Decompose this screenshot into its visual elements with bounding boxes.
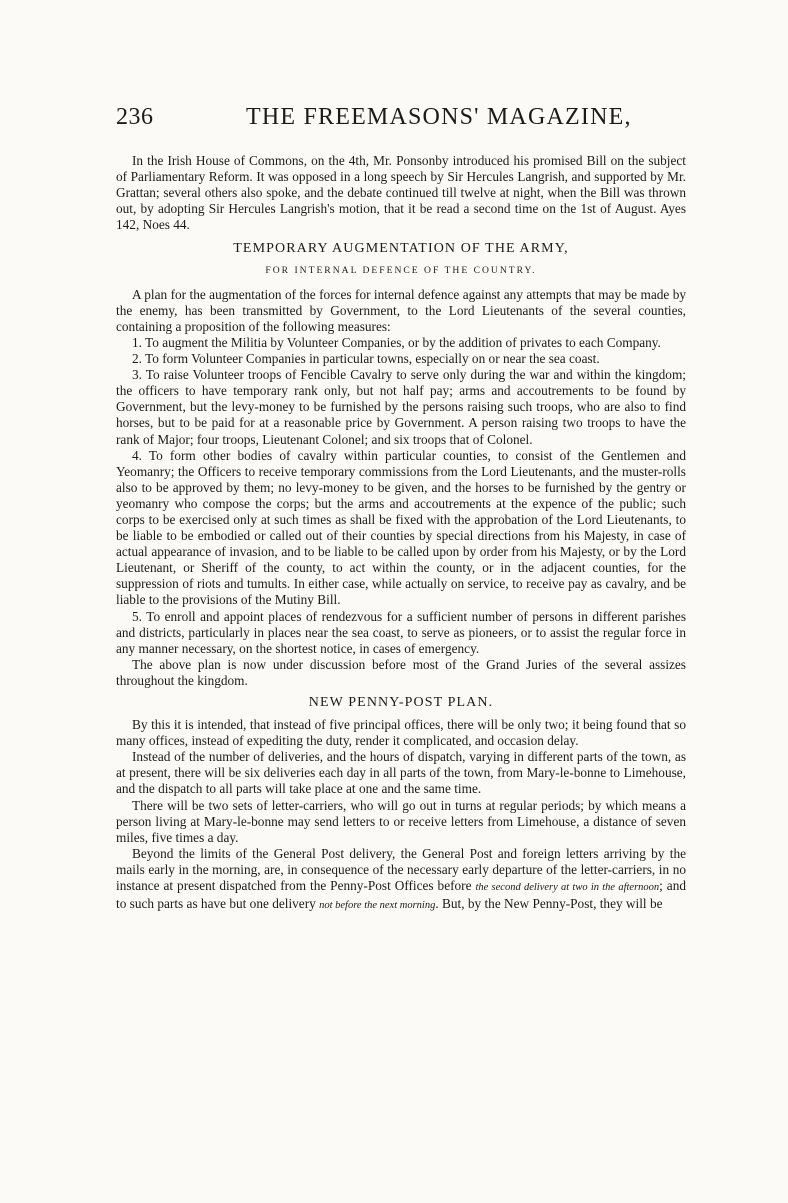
penny-post-paragraph: There will be two sets of letter-carriers, who will go out in turns at regular periods; by which means a person living at Mary-le-bonne may send letters to or receive letters from Limehouse, a distance of seven miles, five times a day. xyxy=(116,797,686,845)
page-header xyxy=(116,104,686,131)
army-paragraph: 2. To form Volunteer Companies in particular towns, especially on or near the sea coast. xyxy=(132,351,600,367)
section-title-army: TEMPORARY AUGMENTATION OF THE ARMY, xyxy=(233,241,569,257)
penny-post-paragraph: By this it is intended, that instead of five principal offices, there will be only two; it being found that so many offices, instead of expediting the duty, render it complicated, and occasion delay. xyxy=(116,717,686,749)
italic-run: not before the next morning xyxy=(319,900,436,912)
army-paragraph: 1. To augment the Militia by Volunteer Companies, or by the addition of privates to each Company. xyxy=(132,334,661,350)
running-head: THE FREEMASONS' MAGAZINE, xyxy=(246,104,632,130)
army-paragraph: 4. To form other bodies of cavalry within particular counties, to consist of the Gentlemen and Yeomanry; the Officers to receive temporary commissions from the Lord Lieutenants, and the muster-rolls also to be approved by them; no levy-money to be given, and the horses to be furnished by the gentry or yeomanry who compose the corps; but the arms and accoutrements at the expence of the public; such corps to be exercised only at such times as shall be fixed with the approbation of the Lord Lieutenants, to be liable to be embodied or called out of their counties by special directions from his Majesty, in case of actual appearance of invasion, and to be liable to be called upon by order from his Majesty, or by the Lord Lieutenant, or Sheriff of the county, to act within the county, or in the adjacent counties, for the suppression of riots and tumults. In either case, while actually on service, to receive pay as cavalry, and be liable to the provisions of the Mutiny Bill. xyxy=(116,447,686,608)
army-paragraph: The above plan is now under discussion before most of the Grand Juries of the several assizes throughout the kingdom. xyxy=(116,656,686,688)
italic-run: the second delivery at two in the afternoon xyxy=(475,882,660,894)
penny-post-paragraph: Instead of the number of deliveries, and the hours of dispatch, varying in different parts of the town, as at present, there will be six deliveries each day in all parts of the town, from Mary-le-bonne to Limehouse, and the dispatch to all parts will take place at one and the same time. xyxy=(116,749,686,797)
text-run: . But, by the New Penny-Post, they will be xyxy=(435,896,663,912)
intro-paragraph: In the Irish House of Commons, on the 4th, Mr. Ponsonby introduced his promised Bill on the subject of Parliamentary Reform. It was opposed in a long speech by Sir Hercules Langrish, and supported by Mr. Grattan; several others also spoke, and the debate continued till twelve at night, when the Bill was thrown out, by adopting Sir Hercules Langrish's motion, that it be read a second time on the 1st of August. Ayes 142, Noes 44. xyxy=(116,153,686,233)
penny-post-last-paragraph xyxy=(116,846,686,914)
army-paragraph: 5. To enroll and appoint places of rendezvous for a sufficient number of persons in different parishes and districts, particularly in places near the sea coast, to serve as pioneers, or to assist the regular force in any manner necessary, on the shortest notice, in cases of emergency. xyxy=(116,608,686,656)
text-run: Beyond the limits of the General Post delivery, the General Post and foreign letters arriving by the mails early in the morning, are, in consequence of the necessary early departure of the letter-carriers, in no instance at present dispatched from the Penny-Post Offices before xyxy=(116,845,686,894)
text-run: ; and to such parts as have but one delivery xyxy=(116,878,686,912)
section-title-penny-post: NEW PENNY-POST PLAN. xyxy=(308,695,494,710)
army-paragraph: A plan for the augmentation of the forces for internal defence against any attempts that may be made by the enemy, has been transmitted by Government, to the Lord Lieutenants of the several counties, containing a proposition of the following measures: xyxy=(116,286,686,334)
army-paragraph: 3. To raise Volunteer troops of Fencible Cavalry to serve only during the war and within the kingdom; the officers to have temporary rank only, but not half pay; arms and accoutrements to be found by Government, but the levy-money to be furnished by the persons raising such troops, who are also to find horses, but to be paid for at a reasonable price by Government. A person raising two troops to have the rank of Major; four troops, Lieutenant Colonel; and six troops that of Colonel. xyxy=(116,367,686,447)
page-number: 236 xyxy=(116,104,154,130)
article-body xyxy=(116,153,686,914)
section-subtitle-army: FOR INTERNAL DEFENCE OF THE COUNTRY. xyxy=(265,264,537,276)
